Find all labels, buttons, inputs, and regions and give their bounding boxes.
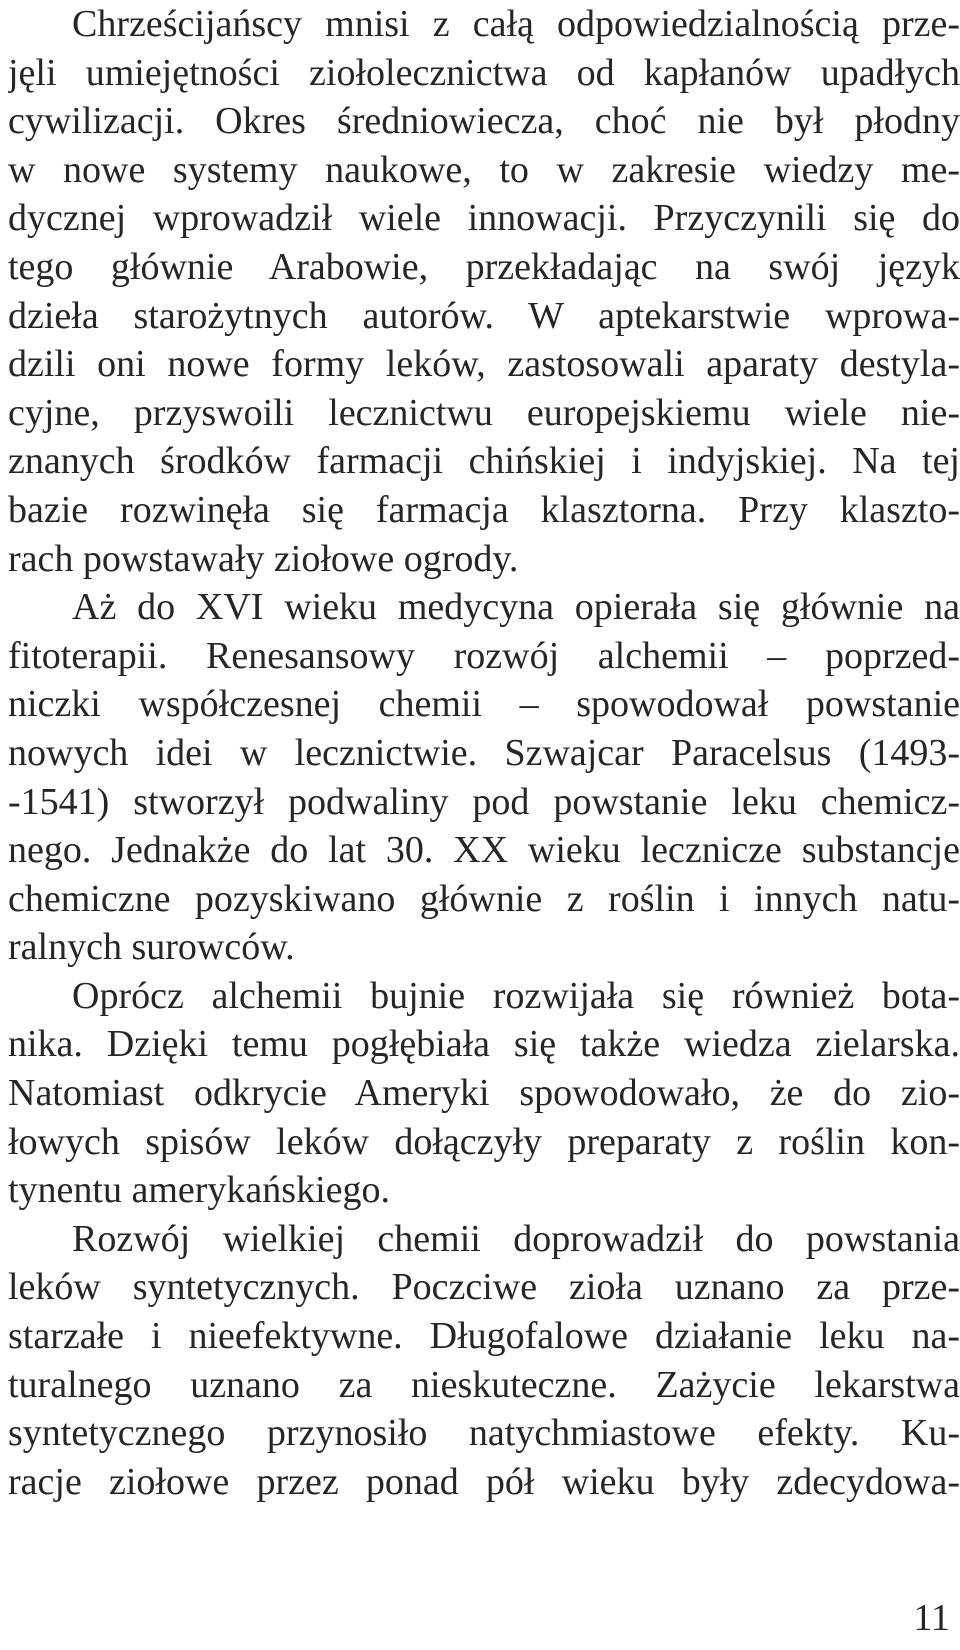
- text-line: Oprócz alchemii bujnie rozwijała się również bota-: [72, 974, 960, 1017]
- text-line: dzieła starożytnych autorów. W aptekarstwie wprowa-: [8, 294, 960, 337]
- text-line: ralnych surowców.: [8, 926, 295, 969]
- text-line: nego. Jednakże do lat 30. XX wieku lecznicze substancje: [8, 829, 960, 872]
- text-line: dycznej wprowadził wiele innowacji. Przyczynili się do: [8, 197, 960, 240]
- text-line: Natomiast odkrycie Ameryki spowodowało, że do zio-: [8, 1072, 960, 1115]
- text-line: nika. Dzięki temu pogłębiała się także wiedza zielarska.: [8, 1023, 960, 1066]
- text-line: rach powstawały ziołowe ogrody.: [8, 537, 519, 580]
- text-line: turalnego uznano za nieskuteczne. Zażycie lekarstwa: [8, 1363, 960, 1406]
- text-line: leków syntetycznych. Poczciwe zioła uznano za prze-: [8, 1266, 960, 1309]
- text-line: niczki współczesnej chemii – spowodował powstanie: [8, 683, 960, 726]
- text-line: fitoterapii. Renesansowy rozwój alchemii – poprzed-: [8, 634, 960, 677]
- text-line: Rozwój wielkiej chemii doprowadził do powstania: [72, 1217, 960, 1260]
- text-line: cyjne, przyswoili lecznictwu europejskiemu wiele nie-: [8, 391, 960, 434]
- text-line: znanych środków farmacji chińskiej i indyjskiej. Na tej: [8, 440, 960, 483]
- text-line: w nowe systemy naukowe, to w zakresie wiedzy me-: [8, 148, 960, 191]
- text-line: bazie rozwinęła się farmacja klasztorna. Przy klaszto-: [8, 488, 960, 531]
- text-line: Chrześcijańscy mnisi z całą odpowiedzialnością prze-: [72, 3, 960, 45]
- page-number: 11: [913, 1597, 950, 1639]
- text-line: racje ziołowe przez ponad pół wieku były zdecydowa-: [8, 1460, 960, 1503]
- text-line: -1541) stworzył podwaliny pod powstanie leku chemicz-: [8, 780, 960, 823]
- text-line: starzałe i nieefektywne. Długofalowe działanie leku na-: [8, 1315, 960, 1358]
- text-line: tego głównie Arabowie, przekładając na swój język: [8, 245, 960, 288]
- text-line: łowych spisów leków dołączyły preparaty z roślin kon-: [8, 1120, 960, 1163]
- text-line: nowych idei w lecznictwie. Szwajcar Paracelsus (1493-: [8, 731, 960, 774]
- text-line: jęli umiejętności ziołolecznictwa od kapłanów upadłych: [8, 51, 960, 94]
- text-line: syntetycznego przynosiło natychmiastowe efekty. Ku-: [8, 1412, 960, 1455]
- text-line: cywilizacji. Okres średniowiecza, choć nie był płodny: [8, 100, 960, 143]
- text-line: tynentu amerykańskiego.: [8, 1169, 391, 1212]
- text-line: chemiczne pozyskiwano głównie z roślin i innych natu-: [8, 877, 960, 920]
- text-line: Aż do XVI wieku medycyna opierała się głównie na: [72, 586, 960, 629]
- body-text: [8, 0, 960, 1506]
- text-line: dzili oni nowe formy leków, zastosowali aparaty destyla-: [8, 343, 960, 386]
